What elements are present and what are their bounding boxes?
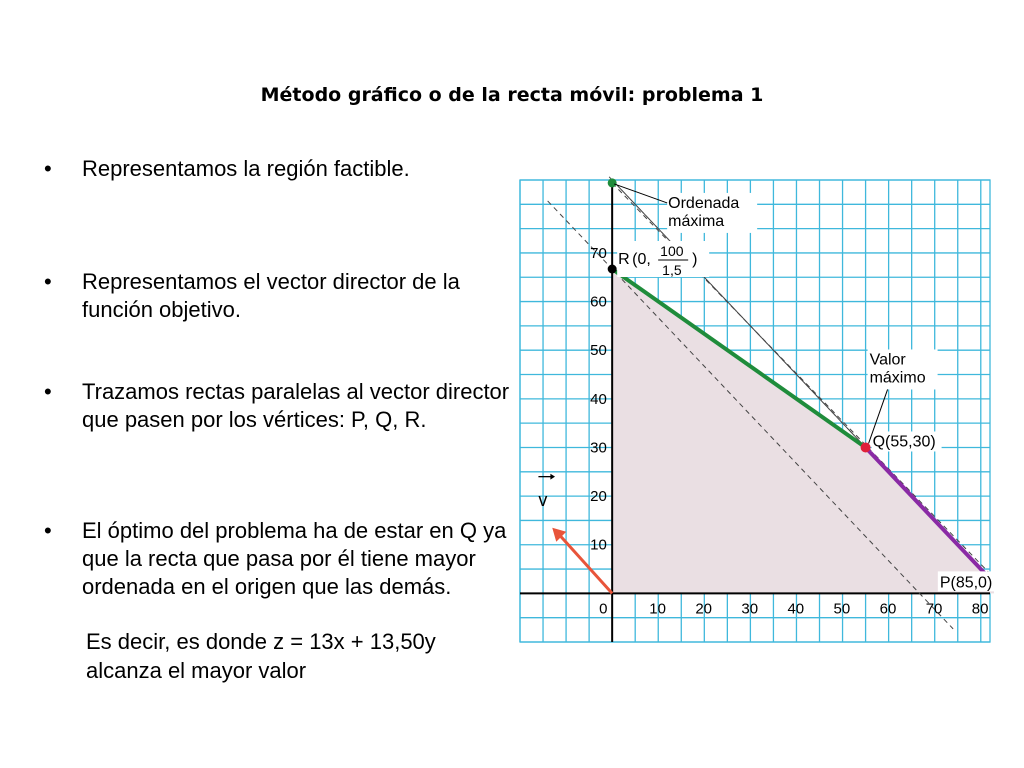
label-r-denominator: 1,5 [662, 261, 682, 278]
feasible-region-chart [518, 176, 994, 644]
label-ordenada-line1: Ordenada [668, 194, 740, 212]
y-tick-label: 40 [590, 390, 607, 408]
label-valor-line1: Valor [869, 351, 906, 369]
point-ordenada-maxima [608, 178, 617, 187]
x-tick-label: 10 [649, 600, 666, 618]
bullet-text: Representamos la región factible. [82, 156, 410, 181]
y-tick-label: 10 [590, 536, 607, 554]
page-title: Método gráfico o de la recta móvil: problema 1 [260, 84, 764, 106]
leader-ordenada [614, 184, 667, 203]
x-tick-label: 20 [695, 600, 713, 618]
y-tick-label: 70 [590, 244, 607, 262]
x-tick-label: 30 [741, 600, 759, 618]
conclusion-line: Es decir, es donde z = 13x + 13,50y [86, 629, 436, 654]
vector-v-overline-tip [550, 474, 555, 480]
x-tick-label: 70 [925, 600, 943, 618]
label-valor-line2: máximo [869, 369, 926, 387]
feasible-region [612, 269, 994, 593]
y-tick-label: 30 [590, 439, 607, 457]
x-tick-label: 80 [971, 600, 989, 618]
bullet-item [44, 517, 514, 601]
label-r-close: ) [692, 250, 698, 268]
x-tick-label: 60 [879, 600, 897, 618]
label-ordenada-line2: máxima [668, 212, 725, 230]
x-tick-label: 40 [787, 600, 805, 618]
bullet-marker: • [44, 518, 52, 543]
bullet-text: El óptimo del problema ha de estar en Q ya que la recta que pasa por él tiene mayor ordenada en el origen que las demás. [82, 518, 507, 599]
label-r-numerator: 100 [660, 242, 684, 259]
point-q [861, 442, 871, 452]
y-tick-label: 20 [590, 488, 607, 506]
label-q: Q(55,30) [872, 433, 936, 451]
bullet-marker: • [44, 269, 52, 294]
point-r [608, 264, 617, 273]
bullet-item [44, 155, 410, 183]
y-tick-label: 60 [590, 293, 607, 311]
label-r: R [618, 250, 630, 268]
bullet-item [44, 378, 514, 434]
label-r-coords: (0, [632, 250, 651, 268]
bullet-marker: • [44, 156, 52, 181]
bullet-text: Representamos el vector director de la función objetivo. [82, 269, 460, 322]
label-p: P(85,0) [939, 574, 993, 592]
x-tick-label: 50 [833, 600, 851, 618]
bullet-text: Trazamos rectas paralelas al vector director que pasen por los vértices: P, Q, R. [82, 379, 510, 432]
conclusion-note [86, 627, 436, 685]
x-tick-label: 0 [599, 600, 608, 618]
bullet-item [44, 268, 514, 324]
bullet-marker: • [44, 379, 52, 404]
vector-v-label: v [538, 489, 548, 510]
y-tick-label: 50 [590, 342, 607, 360]
conclusion-line: alcanza el mayor valor [86, 658, 307, 683]
